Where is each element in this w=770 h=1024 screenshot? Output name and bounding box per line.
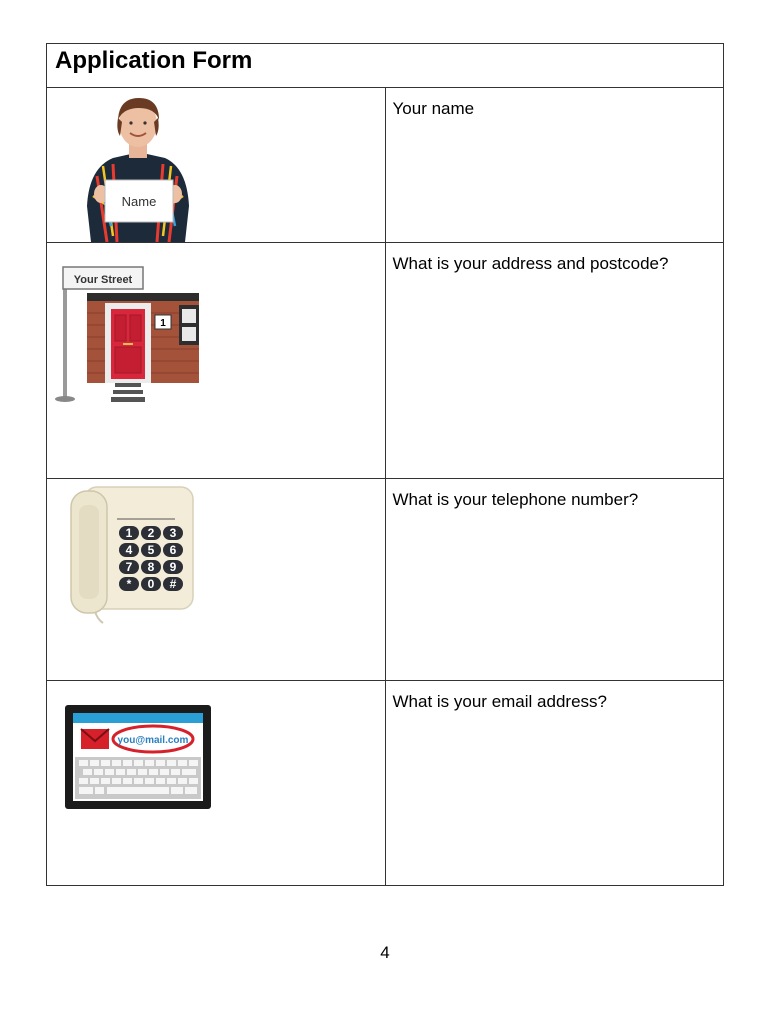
svg-text:#: # (169, 577, 177, 591)
name-question: Your name (392, 99, 475, 118)
form-title-cell (47, 44, 724, 88)
name-card-text: Name (121, 194, 157, 209)
form-row-phone (47, 479, 724, 681)
phone-question: What is your telephone number? (392, 490, 639, 509)
name-answer-cell[interactable] (385, 88, 724, 243)
person-holding-name-card-icon (83, 96, 193, 242)
svg-text:*: * (126, 577, 132, 591)
keypad-key (119, 577, 139, 591)
form-row-name (47, 88, 724, 243)
svg-text:4: 4 (125, 543, 133, 557)
tablet-email-icon (65, 705, 211, 809)
keypad-key (141, 526, 161, 540)
keypad-key (163, 577, 183, 591)
name-image-cell (47, 88, 386, 243)
tablet-email-text: you@mail.com (117, 735, 189, 746)
address-question: What is your address and postcode? (392, 254, 669, 273)
street-sign-text: Your Street (73, 274, 133, 286)
door-number: 1 (160, 318, 166, 329)
application-form-table (46, 43, 724, 886)
svg-text:1: 1 (125, 526, 133, 540)
keypad-key (119, 543, 139, 557)
keypad-key (163, 526, 183, 540)
keypad-key (141, 543, 161, 557)
email-answer-cell[interactable] (385, 681, 724, 886)
svg-text:5: 5 (147, 543, 155, 557)
svg-text:2: 2 (147, 526, 155, 540)
email-image-cell (47, 681, 386, 886)
keypad-key (141, 577, 161, 591)
keypad-key (119, 526, 139, 540)
address-answer-cell[interactable] (385, 243, 724, 479)
form-title: Application Form (55, 47, 253, 74)
svg-text:6: 6 (169, 543, 177, 557)
address-image-cell (47, 243, 386, 479)
svg-text:0: 0 (147, 577, 155, 591)
svg-text:3: 3 (169, 526, 177, 540)
keypad-key (163, 560, 183, 574)
keypad-key (163, 543, 183, 557)
svg-text:8: 8 (147, 560, 155, 574)
phone-image-cell (47, 479, 386, 681)
page-number: 4 (380, 943, 390, 962)
house-with-street-sign-icon (53, 263, 203, 405)
telephone-icon (69, 485, 195, 625)
email-question: What is your email address? (392, 692, 607, 711)
keypad-key (141, 560, 161, 574)
phone-answer-cell[interactable] (385, 479, 724, 681)
form-row-email (47, 681, 724, 886)
keypad-key (119, 560, 139, 574)
svg-text:9: 9 (169, 560, 177, 574)
form-row-address (47, 243, 724, 479)
svg-text:7: 7 (125, 560, 133, 574)
